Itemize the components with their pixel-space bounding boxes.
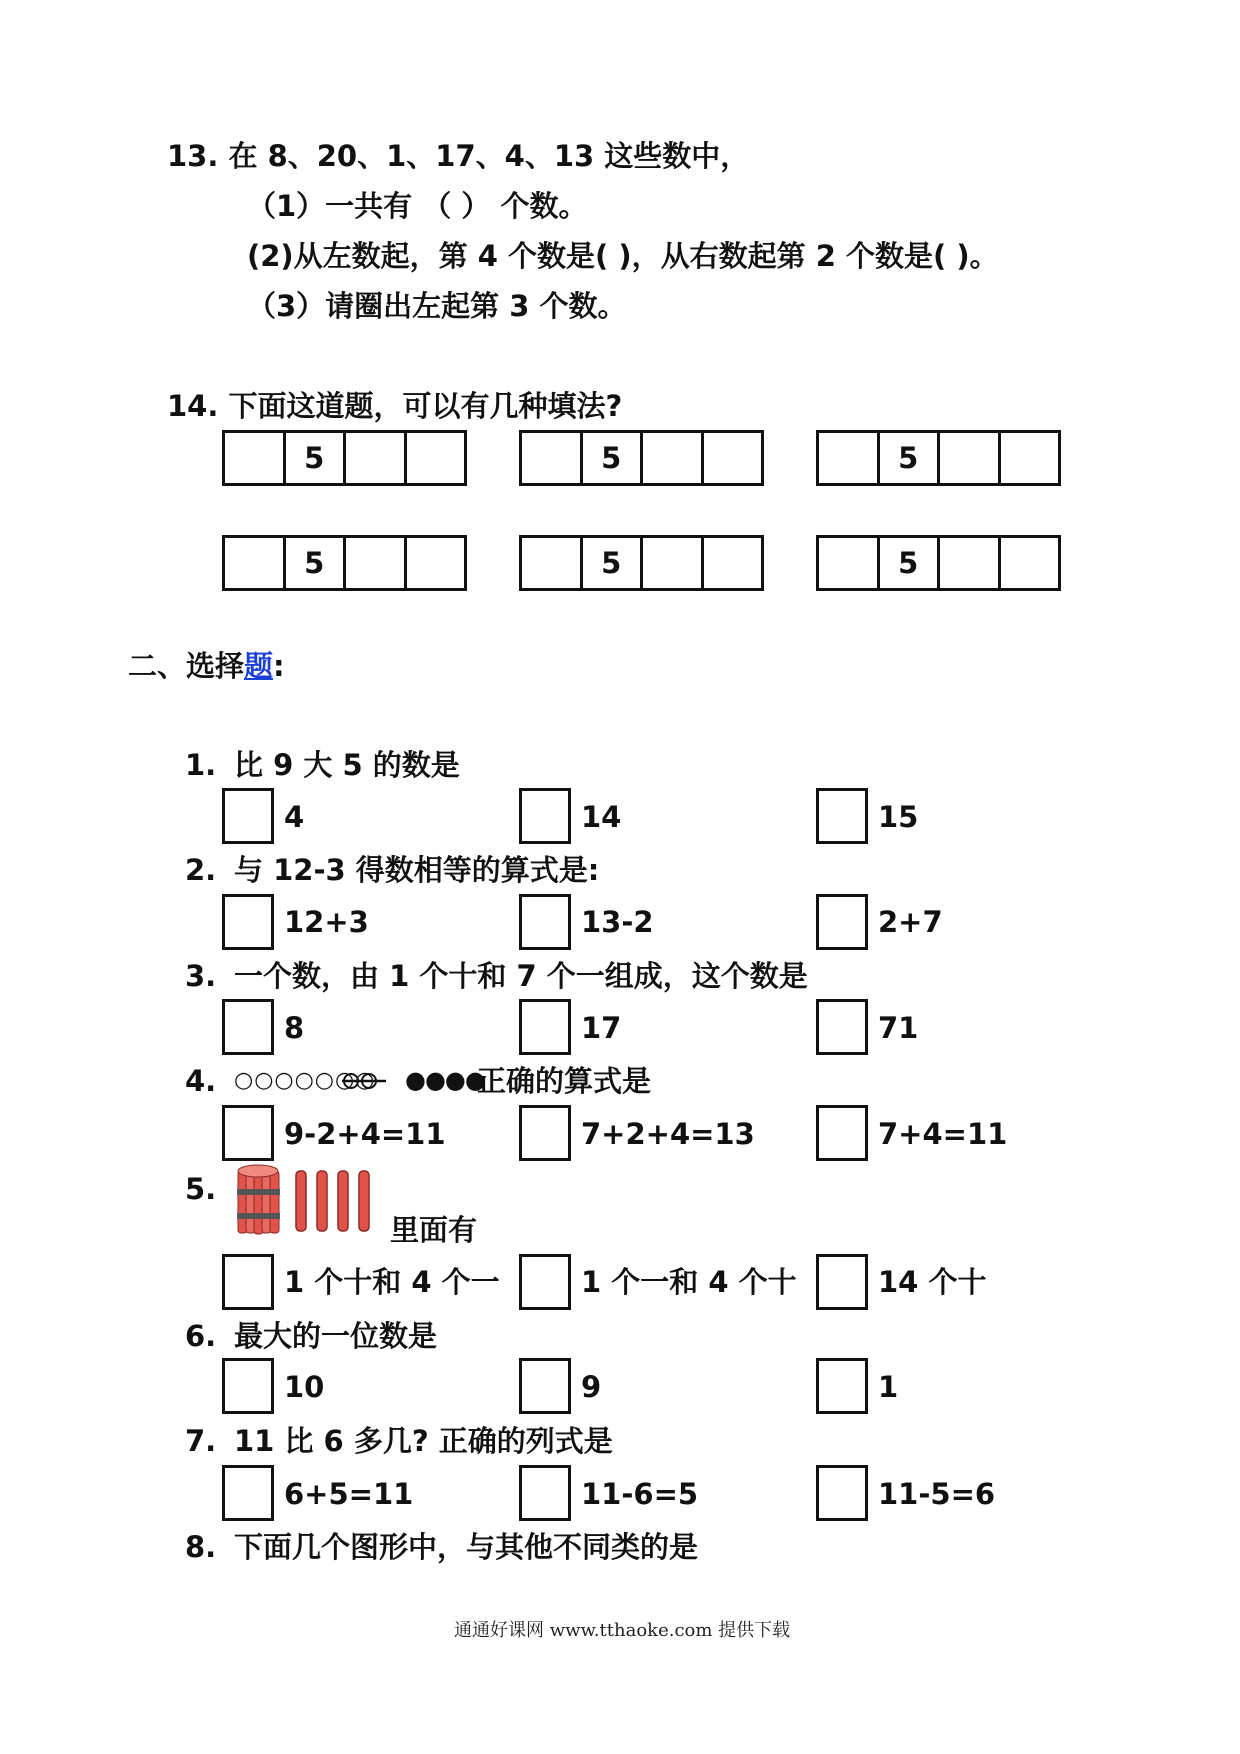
blank-cell[interactable]: [704, 538, 762, 588]
crossed-circles: [342, 1067, 386, 1095]
option-label: 11-6=5: [581, 1477, 699, 1511]
question-text: 与 12-3 得数相等的算式是:: [234, 853, 600, 887]
question-number: 4.: [185, 1064, 217, 1098]
answer-checkbox[interactable]: [816, 999, 868, 1055]
answer-checkbox[interactable]: [816, 1105, 868, 1161]
answer-checkbox[interactable]: [519, 1358, 571, 1414]
blank-cell[interactable]: [940, 538, 1001, 588]
q13-part1: （1）一共有 （ ） 个数。: [247, 189, 588, 223]
stick-icon: [338, 1171, 348, 1231]
digit-cell: 5: [583, 433, 644, 483]
answer-checkbox[interactable]: [816, 1358, 868, 1414]
question-text: 一个数，由 1 个十和 7 个一组成，这个数是: [234, 959, 808, 993]
question-number: 7.: [185, 1424, 217, 1458]
option-label: 8: [284, 1011, 305, 1045]
digit-cell: 5: [880, 433, 941, 483]
blank-cell[interactable]: [407, 538, 465, 588]
question-number: 2.: [185, 853, 217, 887]
option-label: 11-5=6: [878, 1477, 996, 1511]
blank-cell[interactable]: [704, 433, 762, 483]
solid-dots: ●●●●: [405, 1066, 485, 1094]
fill-strip: [816, 535, 1061, 591]
answer-checkbox[interactable]: [519, 894, 571, 950]
section-heading-suffix: :: [273, 649, 285, 683]
sticks-bundle-illustration: [234, 1163, 389, 1238]
blank-cell[interactable]: [522, 433, 583, 483]
blank-cell[interactable]: [522, 538, 583, 588]
stick-icon: [317, 1171, 327, 1231]
option-label: 4: [284, 800, 305, 834]
question-text: 下面几个图形中，与其他不同类的是: [234, 1530, 699, 1564]
question-number: 6.: [185, 1319, 217, 1353]
hollow-circles: ○○○○○○○: [234, 1068, 376, 1093]
answer-checkbox[interactable]: [816, 894, 868, 950]
blank-cell[interactable]: [346, 538, 407, 588]
question-text: 11 比 6 多几? 正确的列式是: [234, 1424, 613, 1458]
option-label: 10: [284, 1370, 325, 1404]
blank-cell[interactable]: [225, 433, 286, 483]
answer-checkbox[interactable]: [519, 788, 571, 844]
section-heading-link[interactable]: 题: [244, 649, 274, 683]
answer-checkbox[interactable]: [222, 1254, 274, 1310]
page-footer: 通通好课网 www.tthaoke.com 提供下载: [454, 1620, 791, 1641]
option-label: 15: [878, 800, 919, 834]
question-text: 最大的一位数是: [234, 1319, 438, 1353]
answer-checkbox[interactable]: [519, 999, 571, 1055]
option-label: 1 个一和 4 个十: [581, 1265, 797, 1299]
option-label: 1: [878, 1370, 899, 1404]
option-label: 7+2+4=13: [581, 1117, 755, 1151]
answer-checkbox[interactable]: [222, 1358, 274, 1414]
section-heading: [128, 649, 285, 683]
fill-strip: [519, 430, 764, 486]
question-number: 8.: [185, 1530, 217, 1564]
blank-cell[interactable]: [407, 433, 465, 483]
option-label: 13-2: [581, 905, 654, 939]
option-label: 17: [581, 1011, 622, 1045]
blank-cell[interactable]: [940, 433, 1001, 483]
section-heading-prefix: 二、选择: [128, 649, 245, 683]
blank-cell[interactable]: [1001, 538, 1059, 588]
q13-part3: （3）请圈出左起第 3 个数。: [247, 289, 627, 323]
question-text: 正确的算式是: [477, 1064, 652, 1098]
stick-icon: [296, 1171, 306, 1231]
blank-cell[interactable]: [643, 433, 704, 483]
question-text: 比 9 大 5 的数是: [234, 748, 460, 782]
answer-checkbox[interactable]: [222, 999, 274, 1055]
question-number: 1.: [185, 748, 217, 782]
answer-checkbox[interactable]: [222, 788, 274, 844]
option-label: 12+3: [284, 905, 369, 939]
blank-cell[interactable]: [1001, 433, 1059, 483]
option-label: 9-2+4=11: [284, 1117, 446, 1151]
digit-cell: 5: [583, 538, 644, 588]
answer-checkbox[interactable]: [222, 1105, 274, 1161]
answer-checkbox[interactable]: [519, 1254, 571, 1310]
option-label: 9: [581, 1370, 602, 1404]
answer-checkbox[interactable]: [816, 1465, 868, 1521]
blank-cell[interactable]: [346, 433, 407, 483]
stick-icon: [359, 1171, 369, 1231]
fill-strip: [816, 430, 1061, 486]
question-number: 5.: [185, 1172, 217, 1206]
digit-cell: 5: [286, 433, 347, 483]
answer-checkbox[interactable]: [519, 1465, 571, 1521]
blank-cell[interactable]: [819, 433, 880, 483]
digit-cell: 5: [286, 538, 347, 588]
blank-cell[interactable]: [225, 538, 286, 588]
fill-strip: [222, 535, 467, 591]
fill-strip: [222, 430, 467, 486]
option-label: 14: [581, 800, 622, 834]
option-label: 6+5=11: [284, 1477, 414, 1511]
option-label: 14 个十: [878, 1265, 987, 1299]
stick-bundle-icon: [237, 1165, 280, 1234]
blank-cell[interactable]: [819, 538, 880, 588]
answer-checkbox[interactable]: [519, 1105, 571, 1161]
option-label: 71: [878, 1011, 919, 1045]
option-label: 7+4=11: [878, 1117, 1008, 1151]
option-label: 1 个十和 4 个一: [284, 1265, 500, 1299]
question-number: 3.: [185, 959, 217, 993]
answer-checkbox[interactable]: [816, 1254, 868, 1310]
q14-title: 14. 下面这道题，可以有几种填法?: [167, 389, 623, 423]
fill-strip: [519, 535, 764, 591]
blank-cell[interactable]: [643, 538, 704, 588]
digit-cell: 5: [880, 538, 941, 588]
q13-title: 13. 在 8、20、1、17、4、13 这些数中，: [167, 139, 750, 173]
answer-checkbox[interactable]: [222, 894, 274, 950]
q13-part2: (2)从左数起，第 4 个数是( )，从右数起第 2 个数是( )。: [247, 239, 999, 273]
answer-checkbox[interactable]: [222, 1465, 274, 1521]
answer-checkbox[interactable]: [816, 788, 868, 844]
option-label: 2+7: [878, 905, 943, 939]
question-text: 里面有: [390, 1213, 478, 1247]
